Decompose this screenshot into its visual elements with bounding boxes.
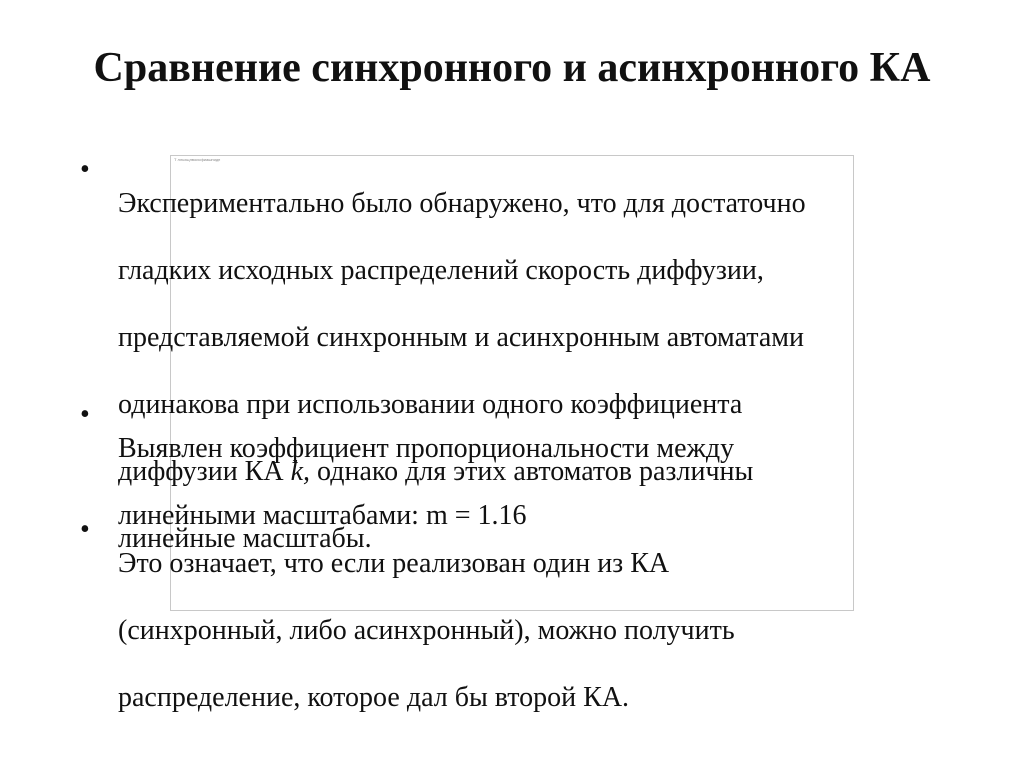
bullet-line: гладких исходных распределений скорость диффузии, [118,254,764,286]
bullet-line: Выявлен коэффициент пропорциональности между [118,432,735,464]
variable-k: k, [290,455,311,487]
bullet-line: линейные масштабы. [118,522,372,554]
bullet-line: линейными масштабами: m = 1.16 [118,499,527,531]
bullet-line: одинакова при использовании одного коэффициента [118,388,743,420]
bullet-line-part: диффузии КА [118,455,291,487]
bullet-line: (синхронный, либо асинхронный), можно получить [118,614,735,646]
bullet-marker: • [80,514,90,545]
bullet-text [118,513,968,748]
bullet-line: распределение, которое дал бы второй КА. [118,681,630,713]
slide-title: Сравнение синхронного и асинхронного КА [93,45,931,91]
bullet-line: представляемой синхронным и асинхронным автоматами [118,321,804,353]
bullet-marker: • [80,154,90,185]
bullet-marker: • [80,399,90,430]
bullet-line: Это означает, что если реализован один из КА [118,547,670,579]
bullet-line-part: однако для этих автоматов различны [310,455,754,487]
frame-caption: Т лльхщлвоисфиашпидп [174,157,221,162]
bullet-line: Экспериментально было обнаружено, что для достаточно [118,187,806,219]
